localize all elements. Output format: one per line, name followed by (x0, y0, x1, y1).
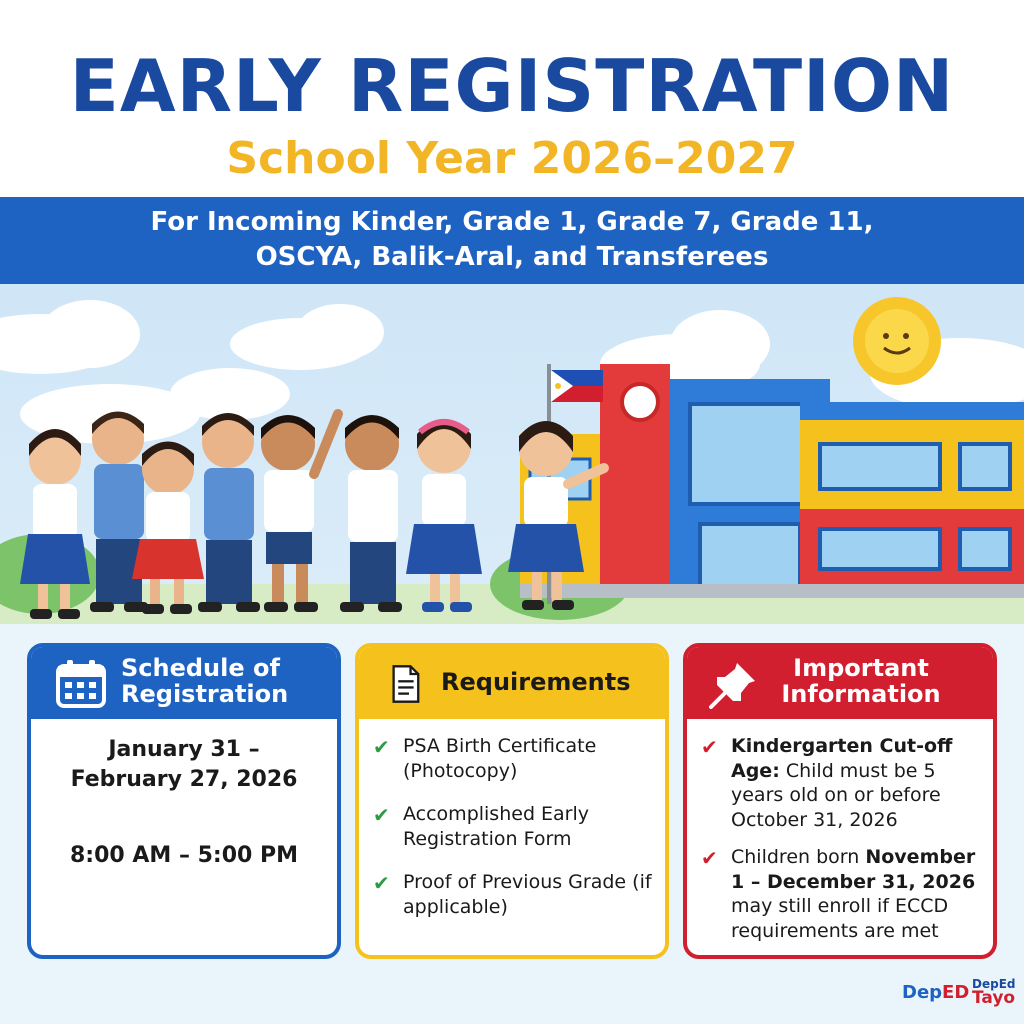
audience-banner (0, 197, 1024, 284)
pushpin-icon (707, 659, 759, 709)
schedule-heading: Schedule of Registration (121, 654, 289, 709)
check-icon: ✔ (373, 803, 390, 827)
registration-dates: January 31 – February 27, 2026 (70, 737, 298, 792)
check-icon: ✔ (701, 846, 718, 870)
registration-time: 8:00 AM – 5:00 PM (69, 843, 298, 868)
important-info-card (683, 643, 997, 959)
audience-line-2: OSCYA, Balik-Aral, and Transferees (255, 242, 769, 272)
important-heading: Important Information (781, 654, 941, 709)
check-icon: ✔ (373, 735, 390, 759)
requirement-item: ✔ Accomplished Early Registration Form (373, 803, 590, 850)
sun-icon (853, 297, 941, 385)
page-title: EARLY REGISTRATION (69, 44, 955, 128)
deped-tayo-logo: DepEd Tayo (972, 977, 1016, 1008)
info-item: ✔ Children born November 1 – December 31, 2026 may still enroll if ECCD requirements are met (701, 846, 976, 943)
deped-logo: DepED (902, 982, 970, 1003)
check-icon: ✔ (373, 871, 390, 895)
info-item: ✔ Kindergarten Cut-off Age: Child must be 5 years old on or before October 31, 2026 (701, 735, 953, 832)
calendar-icon (55, 659, 107, 709)
requirements-card (355, 643, 669, 959)
document-icon (389, 659, 429, 709)
important-card-header (687, 647, 993, 719)
requirement-item: ✔ PSA Birth Certificate (Photocopy) (373, 735, 597, 782)
requirements-card-header (359, 647, 665, 719)
requirements-heading: Requirements (441, 668, 631, 696)
schedule-card (27, 643, 341, 959)
requirement-item: ✔ Proof of Previous Grade (if applicable) (373, 871, 652, 918)
audience-line-1: For Incoming Kinder, Grade 1, Grade 7, Grade 11, (150, 207, 874, 237)
schedule-card-header (31, 647, 337, 719)
school-year-subtitle: School Year 2026–2027 (226, 133, 798, 184)
check-icon: ✔ (701, 735, 718, 759)
